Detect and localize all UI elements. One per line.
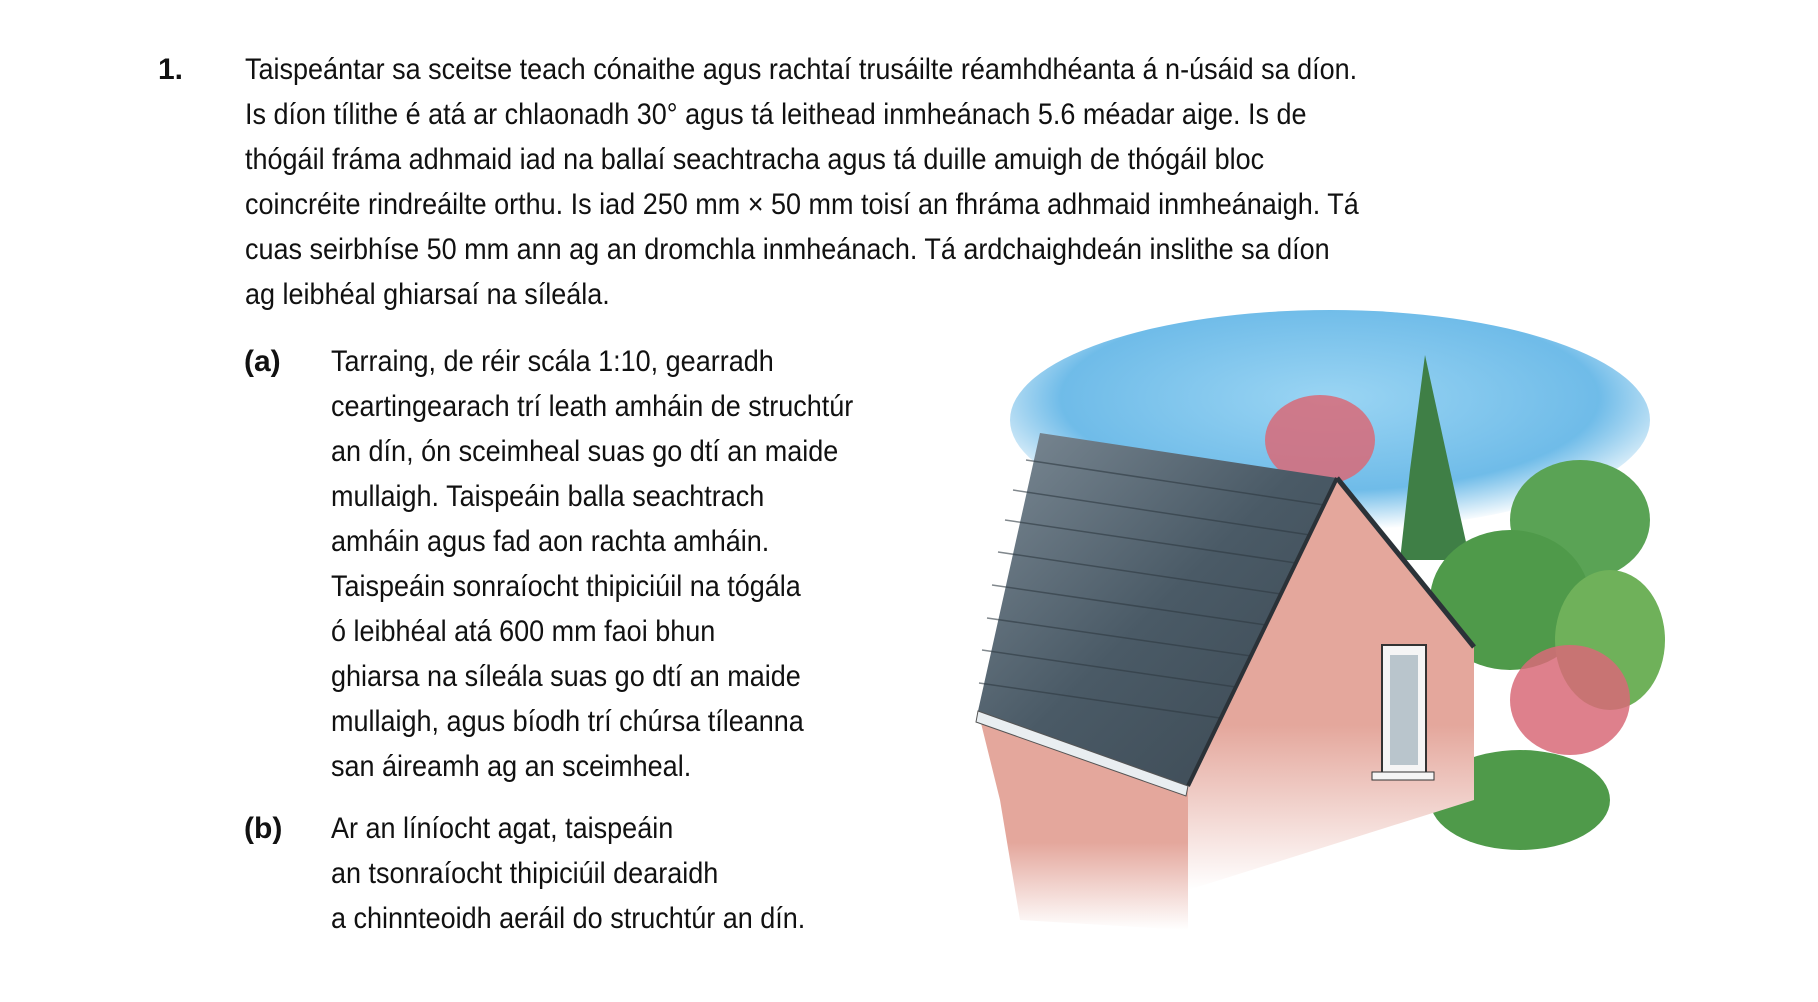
part-b-line: an tsonraíocht thipiciúil dearaidh [331,857,719,890]
part-a-line: mullaigh, agus bíodh trí chúrsa tíleanna [331,705,804,738]
part-a-line: ó leibhéal atá 600 mm faoi bhun [331,615,716,648]
intro-line: thógáil fráma adhmaid iad na ballaí seachtracha agus tá duille amuigh de thógáil bloc [245,143,1265,176]
part-a-line: san áireamh ag an sceimheal. [331,750,692,783]
intro-line: Is díon tílithe é atá ar chlaonadh 30° agus tá leithead inmheánach 5.6 méadar aige. Is de [245,98,1307,131]
part-a-line: ghiarsa na síleála suas go dtí an maide [331,660,801,693]
part-b-line: Ar an líníocht agat, taispeáin [331,812,674,845]
part-a-line: ceartingearach trí leath amháin de struchtúr [331,390,854,423]
part-b-label: (b) [244,812,283,845]
intro-line: Taispeántar sa sceitse teach cónaithe agus rachtaí trusáilte réamhdhéanta á n-úsáid sa díon. [245,53,1358,86]
part-a-line: Taispeáin sonraíocht thipiciúil na tógála [331,570,801,603]
part-a-label: (a) [244,345,281,378]
part-b-line: a chinnteoidh aeráil do struchtúr an dín. [331,902,806,935]
intro-line: coincréite rindreáilte orthu. Is iad 250 mm × 50 mm toisí an fhráma adhmaid inmheánaigh. Tá [245,188,1359,221]
question-number: 1. [158,53,184,86]
intro-line: cuas seirbhíse 50 mm ann ag an dromchla inmheánach. Tá ardchaighdeán inslithe sa díon [245,233,1330,266]
part-a-line: an dín, ón sceimheal suas go dtí an maide [331,435,839,468]
part-a-line: Tarraing, de réir scála 1:10, gearradh [331,345,774,378]
part-a-line: amháin agus fad aon rachta amháin. [331,525,770,558]
part-a-line: mullaigh. Taispeáin balla seachtrach [331,480,765,513]
intro-line: ag leibhéal ghiarsaí na síleála. [245,278,610,311]
